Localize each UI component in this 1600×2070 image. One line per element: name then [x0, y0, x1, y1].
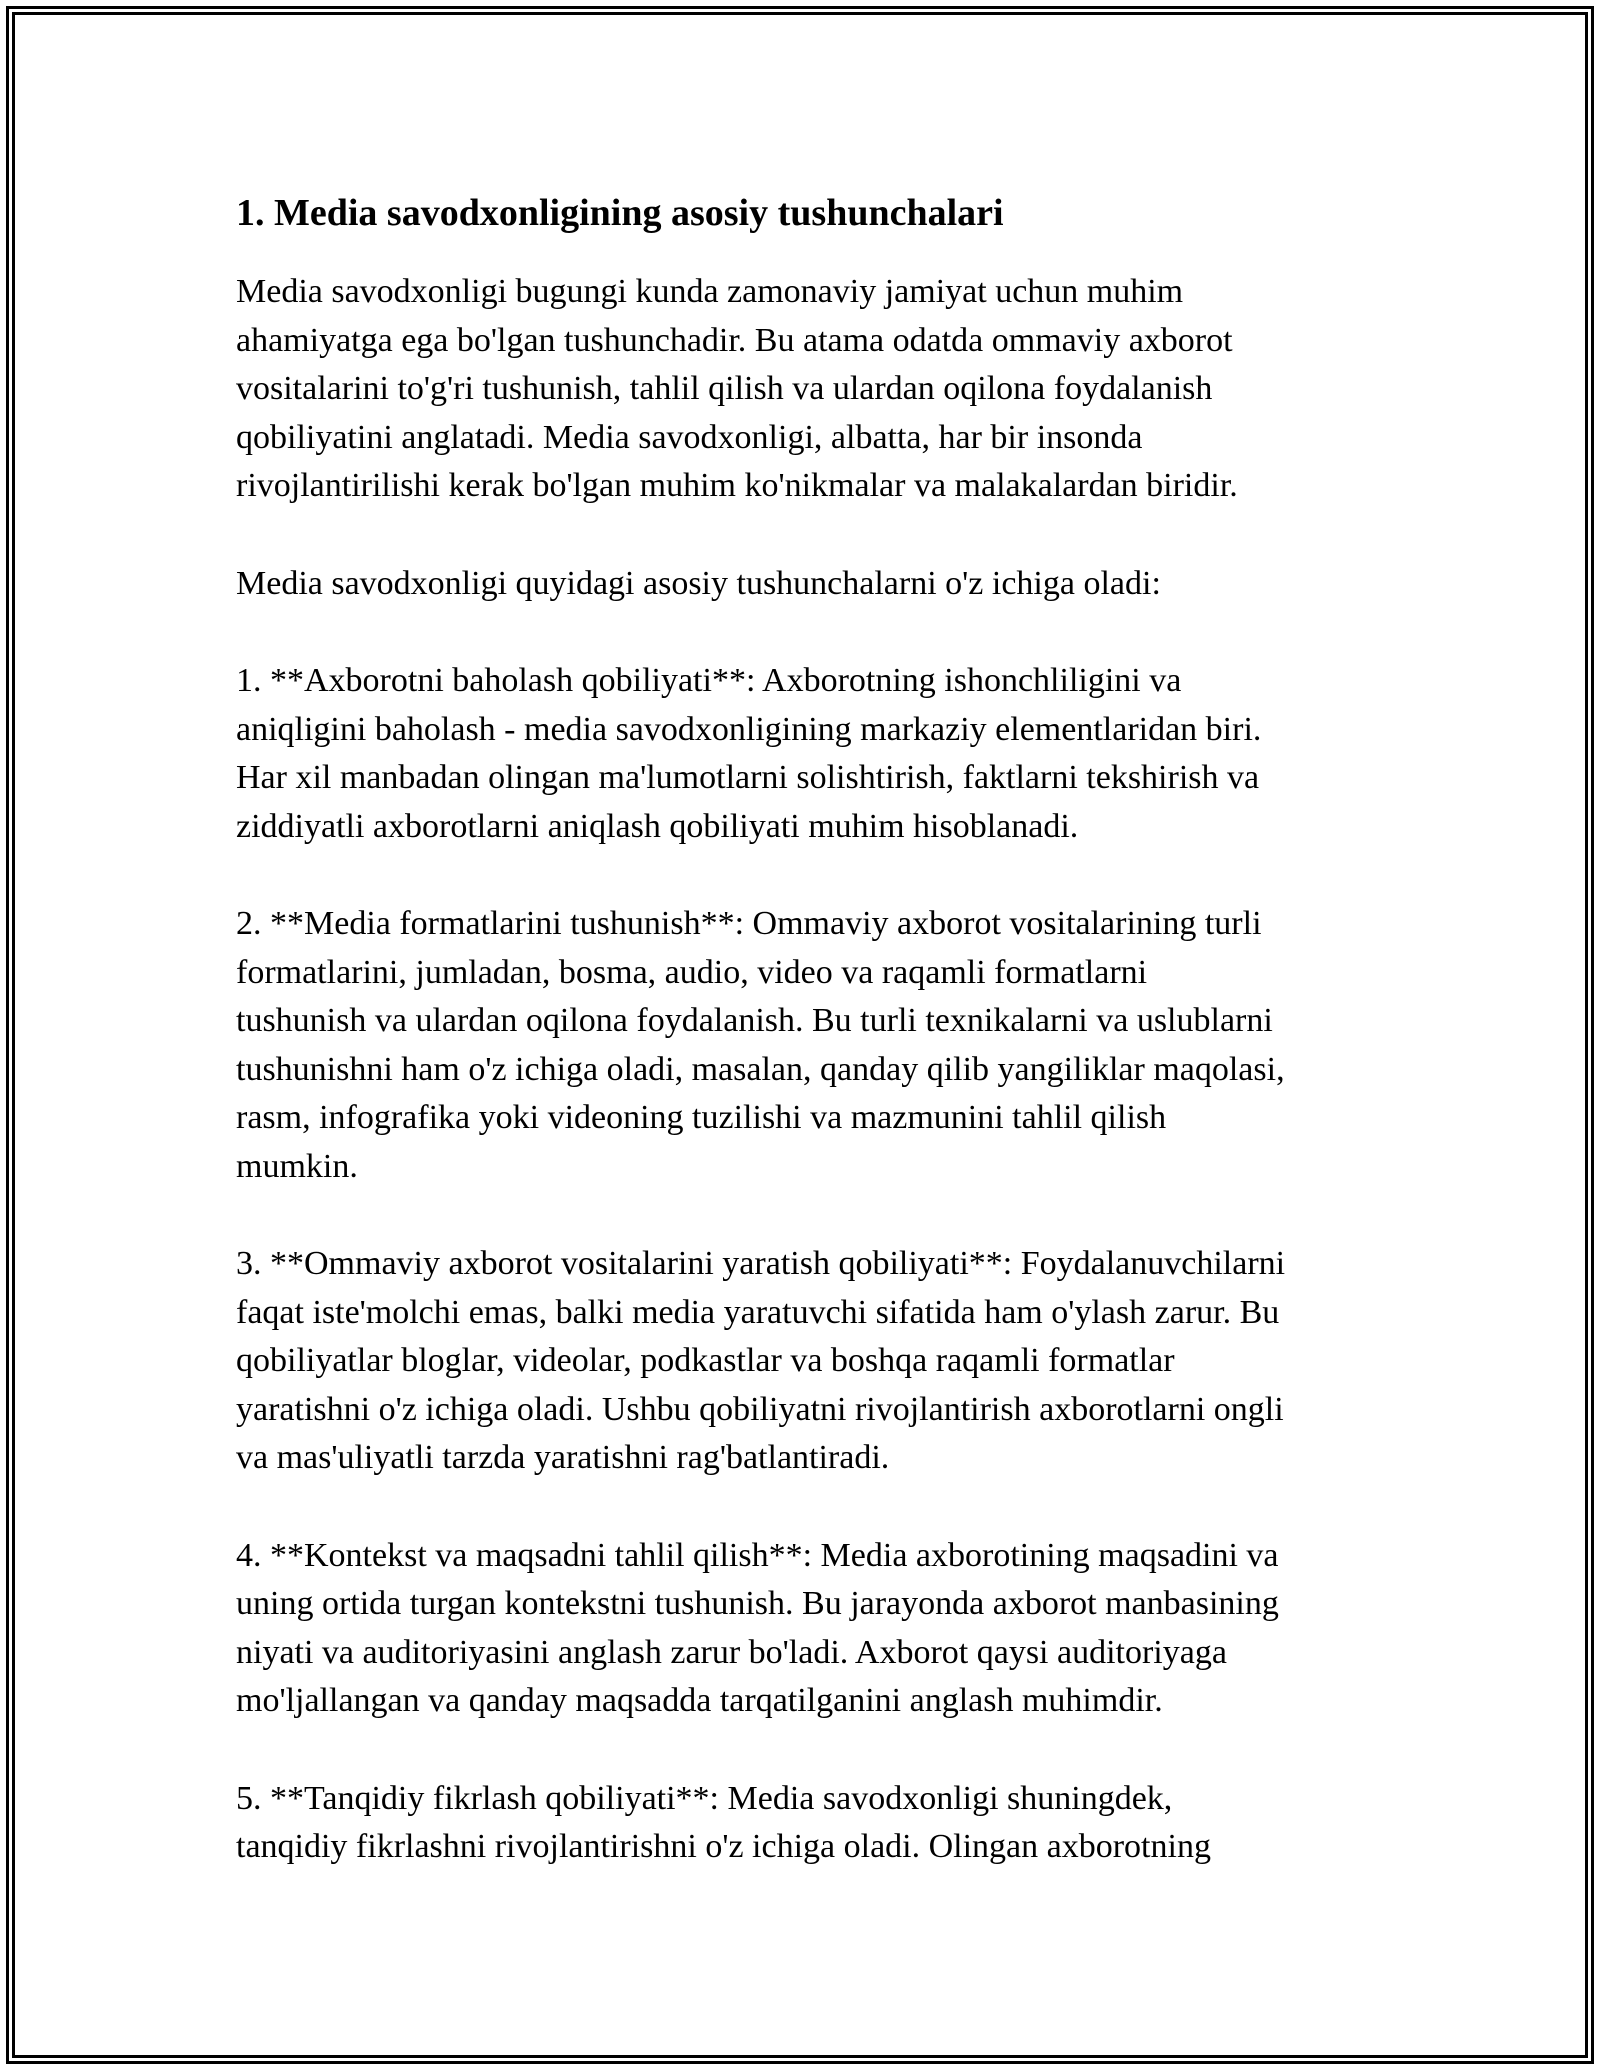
document-body: [236, 188, 1386, 1921]
list-item-paragraph: 4. **Kontekst va maqsadni tahlil qilish**: Media axborotining maqsadini va uning ortida turgan kontekstni tushunish. Bu jarayonda axborot manbasining niyati va auditoriyasini anglash zarur bo'ladi. Axborot qaysi auditoriyaga mo'ljallangan va qanday maqsadda tarqatilganini anglash muhimdir.: [236, 1536, 1279, 1719]
section-heading: 1. Media savodxonligining asosiy tushunchalari: [236, 192, 1004, 234]
list-intro-paragraph: Media savodxonligi quyidagi asosiy tushunchalarni o'z ichiga oladi:: [236, 564, 1161, 602]
list-item-paragraph: 5. **Tanqidiy fikrlash qobiliyati**: Media savodxonligi shuningdek, tanqidiy fikrlashni rivojlantirishni o'z ichiga oladi. Olingan axborotning: [236, 1779, 1211, 1865]
list-item-paragraph: 1. **Axborotni baholash qobiliyati**: Axborotning ishonchliligini va aniqligini baholash - media savodxonligining markaziy elementlaridan biri. Har xil manbadan olingan ma'lumotlarni solishtirish, faktlarni tekshirish va ziddiyatli axborotlarni aniqlash qobiliyati muhim hisoblanadi.: [236, 662, 1262, 845]
list-item-paragraph: 3. **Ommaviy axborot vositalarini yaratish qobiliyati**: Foydalanuvchilarni faqat iste'molchi emas, balki media yaratuvchi sifatida ham o'ylash zarur. Bu qobiliyatlar bloglar, videolar, podkastlar va boshqa raqamli formatlar yaratishni o'z ichiga oladi. Ushbu qobiliyatni rivojlantirish axborotlarni ongli va mas'uliyatli tarzda yaratishni rag'batlantiradi.: [236, 1245, 1286, 1476]
intro-paragraph: Media savodxonligi bugungi kunda zamonaviy jamiyat uchun muhim ahamiyatga ega bo'lgan tushunchadir. Bu atama odatda ommaviy axborot vositalarini to'g'ri tushunish, tahlil qilish va ulardan oqilona foydalanish qobiliyatini anglatadi. Media savodxonligi, albatta, har bir insonda rivojlantirilishi kerak bo'lgan muhim ko'nikmalar va malakalardan biridir.: [236, 273, 1238, 504]
list-item-paragraph: 2. **Media formatlarini tushunish**: Ommaviy axborot vositalarining turli formatlarini, jumladan, bosma, audio, video va raqamli formatlarni tushunish va ulardan oqilona foydalanish. Bu turli texnikalarni va uslublarni tushunishni ham o'z ichiga oladi, masalan, qanday qilib yangiliklar maqolasi, rasm, infografika yoki videoning tuzilishi va mazmunini tahlil qilish mumkin.: [236, 905, 1285, 1185]
